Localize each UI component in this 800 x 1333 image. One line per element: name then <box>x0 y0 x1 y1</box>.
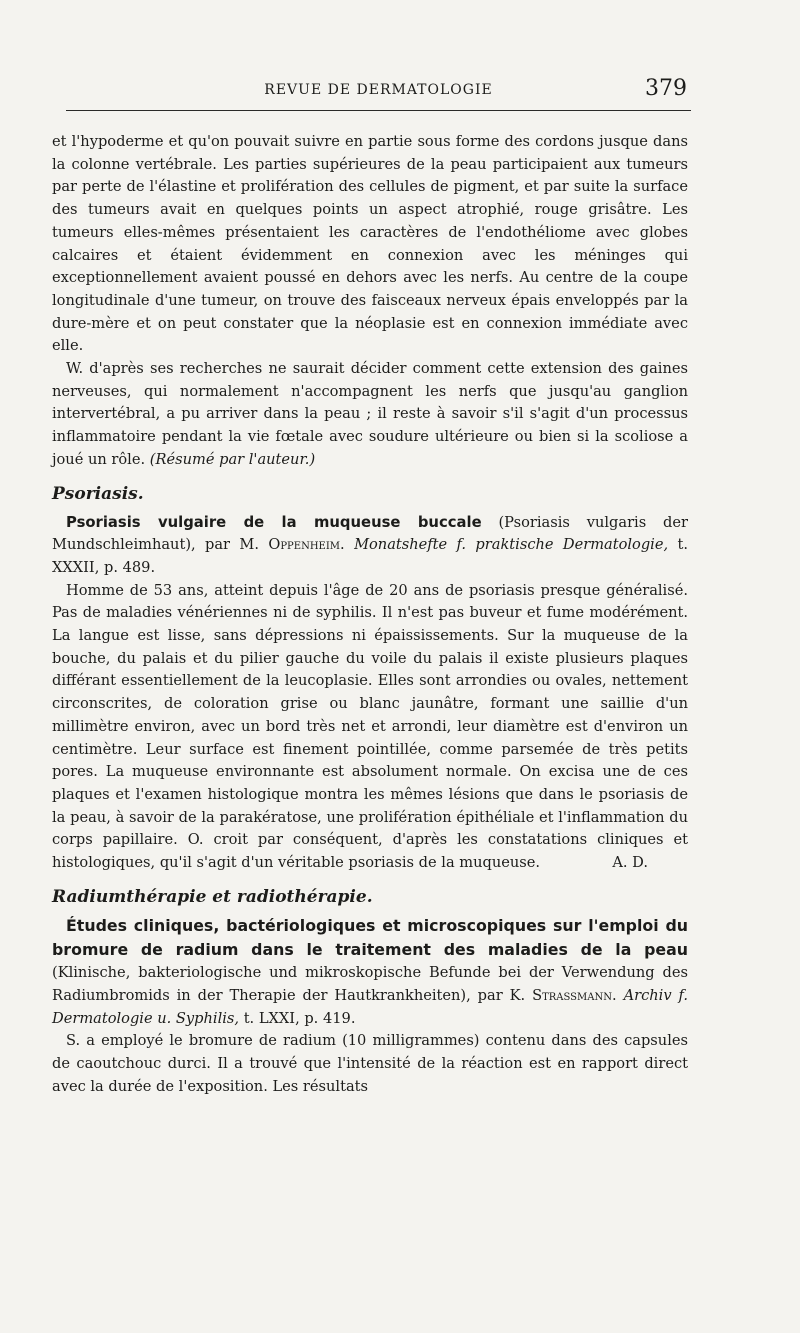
journal-name: Monatshefte f. praktische Dermatologie, <box>354 536 669 554</box>
article-title: Psoriasis vulgaire de la muqueuse buccale <box>66 513 482 531</box>
author-name: Strassmann. <box>532 986 617 1004</box>
paragraph-continuation: et l'hypoderme et qu'on pouvait suivre en partie sous forme des cordons jusque dans la colonne vertébrale. Les parties supérieures de la peau participaient aux tumeurs par perte de l'élastine et prolifération des cellules de pigment, et par suite la surface des tumeurs avait en quelques points un aspect atrophié, rouge grisâtre. Les tumeurs elles-mêmes présentaient les caractères de l'endothéliome avec globes calcaires et étaient évidemment en connexion avec les méninges qui exceptionnellement avaient poussé en dehors avec les nerfs. Au centre de la coupe longitudinale d'une tumeur, on trouve des faisceaux nerveux épais enveloppés par la dure-mère et on peut constater que la néoplasie est en connexion immédiate avec elle. <box>52 133 688 355</box>
section-heading-psoriasis: Psoriasis. <box>52 483 144 504</box>
article-body-radium: S. a employé le bromure de radium (10 milligrammes) contenu dans des capsules de caoutchouc durci. Il a trouvé que l'intensité de la réaction est en rapport direct avec la durée de l'exposition. Les résultats <box>52 1032 688 1095</box>
article-body-text: Homme de 53 ans, atteint depuis l'âge de 20 ans de psoriasis presque généralisé. Pas de maladies vénériennes ni de syphilis. Il n'est pas buveur et fume modérément. La langue est lisse, sans dépressions ni épaississements. Sur la muqueuse de la bouche, du palais et du pilier gauche du voile du palais il existe plusieurs plaques différant essentiellement de la leucoplasie. Elles sont arrondies ou ovales, nettement circonscrites, de coloration grise ou blanc jaunâtre, formant une saillie d'un millimètre environ, avec un bord très net et arrondi, leur diamètre est d'environ un centimètre. Leur surface est finement pointillée, comme parsemée de très petits pores. La muqueuse environnante est absolument normale. On excisa une de ces plaques et l'examen histologique montra les mêmes lésions que dans le psoriasis de la peau, à savoir de la parakératose, une prolifération épithéliale et l'inflammation du corps papillaire. O. croit par conséquent, d'après les constatations cliniques et histologiques, qu'il s'agit d'un véritable psoriasis de la muqueuse. <box>52 581 688 872</box>
german-title: (Klinische, bakteriologische und mikroskopische Befunde bei der Verwendung des Radiumbromids in der Therapie der Hautkrankheiten), par K. <box>52 964 688 1004</box>
running-title: REVUE DE DERMATOLOGIE <box>264 82 493 98</box>
journal-name: Archiv f. Dermatologie u. Syphilis, <box>52 986 689 1027</box>
article-title: Études cliniques, bactériologiques et microscopiques sur l'emploi du bromure de radium dans le traitement des maladies de la peau <box>52 915 688 959</box>
author-note: (Résumé par l'auteur.) <box>149 450 316 468</box>
paragraph-w-text: W. d'après ses recherches ne saurait décider comment cette extension des gaines nerveuses, qui normalement n'accompagnent les nerfs que jusqu'au ganglion intervertébral, a pu arriver dans la peau ; il reste à savoir s'il s'agit d'un processus inflammatoire pendant la vie fœtale avec soudure ultérieure ou bien si la scoliose a joué un rôle. <box>52 360 688 468</box>
article-reference-psoriasis <box>52 512 688 580</box>
author-name: Oppenheim. <box>268 536 345 554</box>
german-title: (Psoriasis vulgaris der Mundschleimhaut), par M. <box>52 513 689 554</box>
signature: A. D. <box>612 854 648 872</box>
article-body-psoriasis <box>52 580 688 875</box>
body-text <box>52 131 688 1098</box>
journal-volume: t. LXXI, p. 419. <box>243 1009 356 1027</box>
paragraph-w <box>52 358 688 472</box>
page-number: 379 <box>645 76 687 101</box>
article-reference-radium <box>52 915 688 1031</box>
section-heading-radium: Radiumthérapie et radiothérapie. <box>52 886 373 907</box>
journal-volume: t. XXXII, p. 489. <box>52 536 689 576</box>
running-header <box>66 70 691 111</box>
